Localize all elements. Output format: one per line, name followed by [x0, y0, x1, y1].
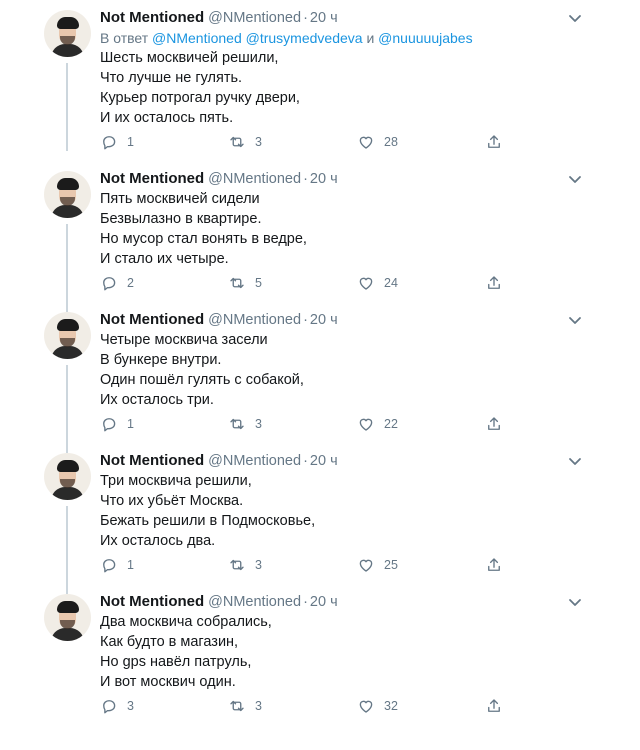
retweet-button[interactable] — [228, 414, 262, 434]
tweet-content — [100, 451, 590, 551]
tweet[interactable] — [0, 584, 640, 725]
tweet-line: Безвылазно в квартире. — [100, 211, 262, 227]
reply-count: 3 — [127, 699, 134, 713]
tweet-text — [100, 48, 590, 128]
tweet-line: Один пошёл гулять с собакой, — [100, 372, 304, 388]
tweet-header — [100, 592, 590, 612]
chevron-down-icon[interactable] — [567, 314, 583, 326]
retweet-button[interactable] — [228, 273, 262, 293]
retweet-icon — [228, 415, 246, 433]
tweet-line: Как будто в магазин, — [100, 634, 239, 650]
share-button[interactable] — [485, 414, 503, 434]
retweet-count: 3 — [255, 135, 262, 149]
tweet-actions — [100, 132, 520, 152]
retweet-count: 3 — [255, 699, 262, 713]
tweet-content — [100, 8, 590, 128]
tweet-actions — [100, 696, 520, 716]
timestamp[interactable]: 20 ч — [309, 594, 338, 610]
retweet-button[interactable] — [228, 555, 262, 575]
share-icon — [485, 274, 503, 292]
like-icon — [357, 697, 375, 715]
display-name[interactable]: Not Mentioned — [100, 452, 205, 469]
chevron-down-icon[interactable] — [567, 173, 583, 185]
reply-icon — [100, 415, 118, 433]
timestamp[interactable]: 20 ч — [309, 171, 338, 187]
tweet-text — [100, 612, 590, 692]
separator: · — [303, 453, 308, 469]
retweet-icon — [228, 274, 246, 292]
like-count: 32 — [384, 699, 398, 713]
tweet-header — [100, 8, 590, 28]
thread-connector-line — [66, 63, 68, 151]
tweet-content — [100, 169, 590, 269]
share-button[interactable] — [485, 132, 503, 152]
like-count: 24 — [384, 276, 398, 290]
reply-icon — [100, 133, 118, 151]
tweet[interactable] — [0, 302, 640, 443]
separator: · — [303, 10, 308, 26]
like-count: 22 — [384, 417, 398, 431]
tweet-header — [100, 451, 590, 471]
share-button[interactable] — [485, 555, 503, 575]
reply-prefix: В ответ — [100, 30, 149, 46]
tweet-text — [100, 330, 590, 410]
user-handle[interactable]: @NMentioned — [208, 312, 302, 328]
tweet-header — [100, 169, 590, 189]
chevron-down-icon[interactable] — [567, 12, 583, 24]
tweet-line: Их осталось три. — [100, 392, 214, 408]
like-count: 25 — [384, 558, 398, 572]
chevron-down-icon[interactable] — [567, 596, 583, 608]
avatar[interactable] — [44, 594, 91, 641]
thread-connector-line — [66, 365, 68, 453]
thread-connector-line — [66, 224, 68, 312]
reply-icon — [100, 697, 118, 715]
tweet-line: И их осталось пять. — [100, 110, 234, 126]
separator: · — [303, 312, 308, 328]
tweet-line: Но gps навёл патруль, — [100, 654, 252, 670]
timestamp[interactable]: 20 ч — [309, 312, 338, 328]
reply-button[interactable] — [100, 555, 134, 575]
tweet-line: Бежать решили в Подмосковье, — [100, 513, 316, 529]
tweet-line: Но мусор стал вонять в ведре, — [100, 231, 307, 247]
tweet-text — [100, 189, 590, 269]
mention-link[interactable]: @NMentioned — [152, 30, 242, 46]
tweet-line: Три москвича решили, — [100, 473, 252, 489]
like-icon — [357, 415, 375, 433]
reply-button[interactable] — [100, 696, 134, 716]
display-name[interactable]: Not Mentioned — [100, 9, 205, 26]
avatar-column — [44, 594, 91, 641]
tweet-line: Что их убьёт Москва. — [100, 493, 244, 509]
reply-button[interactable] — [100, 414, 134, 434]
reply-context — [100, 28, 590, 48]
reply-button[interactable] — [100, 273, 134, 293]
reply-conjunction: и — [366, 30, 375, 46]
tweet[interactable] — [0, 0, 640, 149]
reply-count: 1 — [127, 135, 134, 149]
reply-icon — [100, 556, 118, 574]
mention-link[interactable]: @nuuuuujabes — [378, 30, 473, 46]
avatar[interactable] — [44, 10, 91, 57]
tweet-actions — [100, 555, 520, 575]
share-icon — [485, 556, 503, 574]
like-button[interactable] — [357, 132, 398, 152]
avatar-column — [44, 453, 91, 500]
tweet-line: Два москвича собрались, — [100, 614, 272, 630]
share-icon — [485, 133, 503, 151]
reply-count: 2 — [127, 276, 134, 290]
avatar[interactable] — [44, 171, 91, 218]
timestamp[interactable]: 20 ч — [309, 10, 338, 26]
retweet-icon — [228, 133, 246, 151]
reply-count: 1 — [127, 417, 134, 431]
display-name[interactable]: Not Mentioned — [100, 593, 205, 610]
retweet-icon — [228, 556, 246, 574]
avatar-column — [44, 171, 91, 218]
like-button[interactable] — [357, 273, 398, 293]
avatar-column — [44, 10, 91, 57]
chevron-down-icon[interactable] — [567, 455, 583, 467]
timestamp[interactable]: 20 ч — [309, 453, 338, 469]
tweet-content — [100, 592, 590, 692]
user-handle[interactable]: @NMentioned — [208, 171, 302, 187]
tweet[interactable] — [0, 161, 640, 302]
retweet-button[interactable] — [228, 132, 262, 152]
tweet-line: Курьер потрогал ручку двери, — [100, 90, 300, 106]
tweet-line: И вот москвич один. — [100, 674, 236, 690]
tweet-line: Их осталось два. — [100, 533, 216, 549]
user-handle[interactable]: @NMentioned — [208, 453, 302, 469]
avatar[interactable] — [44, 312, 91, 359]
mention-link[interactable]: @trusymedvedeva — [245, 30, 363, 46]
retweet-button[interactable] — [228, 696, 262, 716]
like-button[interactable] — [357, 696, 398, 716]
like-button[interactable] — [357, 414, 398, 434]
tweet-text — [100, 471, 590, 551]
display-name[interactable]: Not Mentioned — [100, 311, 205, 328]
tweet-line: В бункере внутри. — [100, 352, 222, 368]
reply-button[interactable] — [100, 132, 134, 152]
share-button[interactable] — [485, 273, 503, 293]
share-button[interactable] — [485, 696, 503, 716]
retweet-count: 3 — [255, 417, 262, 431]
tweet-line: Четыре москвича засели — [100, 332, 268, 348]
tweet-line: Шесть москвичей решили, — [100, 50, 279, 66]
tweet-line: И стало их четыре. — [100, 251, 229, 267]
retweet-count: 5 — [255, 276, 262, 290]
tweet-line: Пять москвичей сидели — [100, 191, 260, 207]
share-icon — [485, 697, 503, 715]
tweet-content — [100, 310, 590, 410]
like-count: 28 — [384, 135, 398, 149]
thread-connector-line — [66, 506, 68, 594]
tweet-line: Что лучше не гулять. — [100, 70, 243, 86]
user-handle[interactable]: @NMentioned — [208, 10, 302, 26]
like-icon — [357, 274, 375, 292]
tweet-header — [100, 310, 590, 330]
tweet[interactable] — [0, 443, 640, 584]
retweet-icon — [228, 697, 246, 715]
reply-icon — [100, 274, 118, 292]
display-name[interactable]: Not Mentioned — [100, 170, 205, 187]
reply-count: 1 — [127, 558, 134, 572]
avatar-column — [44, 312, 91, 359]
user-handle[interactable]: @NMentioned — [208, 594, 302, 610]
tweet-actions — [100, 414, 520, 434]
avatar[interactable] — [44, 453, 91, 500]
separator: · — [303, 594, 308, 610]
share-icon — [485, 415, 503, 433]
like-button[interactable] — [357, 555, 398, 575]
like-icon — [357, 556, 375, 574]
separator: · — [303, 171, 308, 187]
like-icon — [357, 133, 375, 151]
tweet-actions — [100, 273, 520, 293]
retweet-count: 3 — [255, 558, 262, 572]
